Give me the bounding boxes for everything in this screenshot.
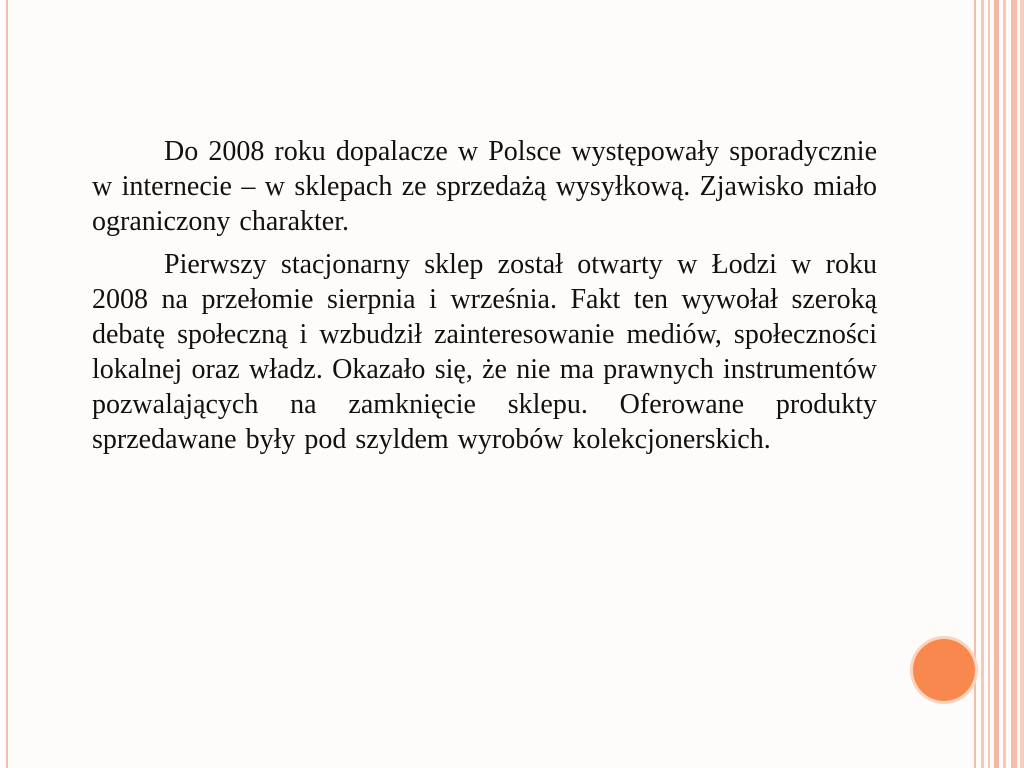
paragraph-2: Pierwszy stacjonarny sklep został otwarty w Łodzi w roku 2008 na przełomie sierpnia i września. Fakt ten wywołał szeroką debatę społeczną i wzbudził zainteresowanie mediów, społeczności lokalnej oraz władz. Okazało się, że nie ma prawnych instrumentów pozwalających na zamknięcie sklepu. Oferowane produkty sprzedawane były pod szyldem wyrobów kolekcjonerskich. (92, 249, 877, 455)
decorative-stripe (1003, 0, 1006, 768)
decorative-stripe (994, 0, 999, 768)
decorative-stripe (1020, 0, 1024, 768)
slide-body-text (92, 134, 877, 465)
paragraph-1: Do 2008 roku dopalacze w Polsce występowały sporadycznie w internecie – w sklepach ze sprzedażą wysyłkową. Zjawisko miało ograniczony charakter. (92, 136, 877, 237)
decorative-stripe (988, 0, 990, 768)
decorative-stripe (981, 0, 984, 768)
decorative-stripe (1011, 0, 1017, 768)
decorative-orange-circle (913, 639, 975, 701)
